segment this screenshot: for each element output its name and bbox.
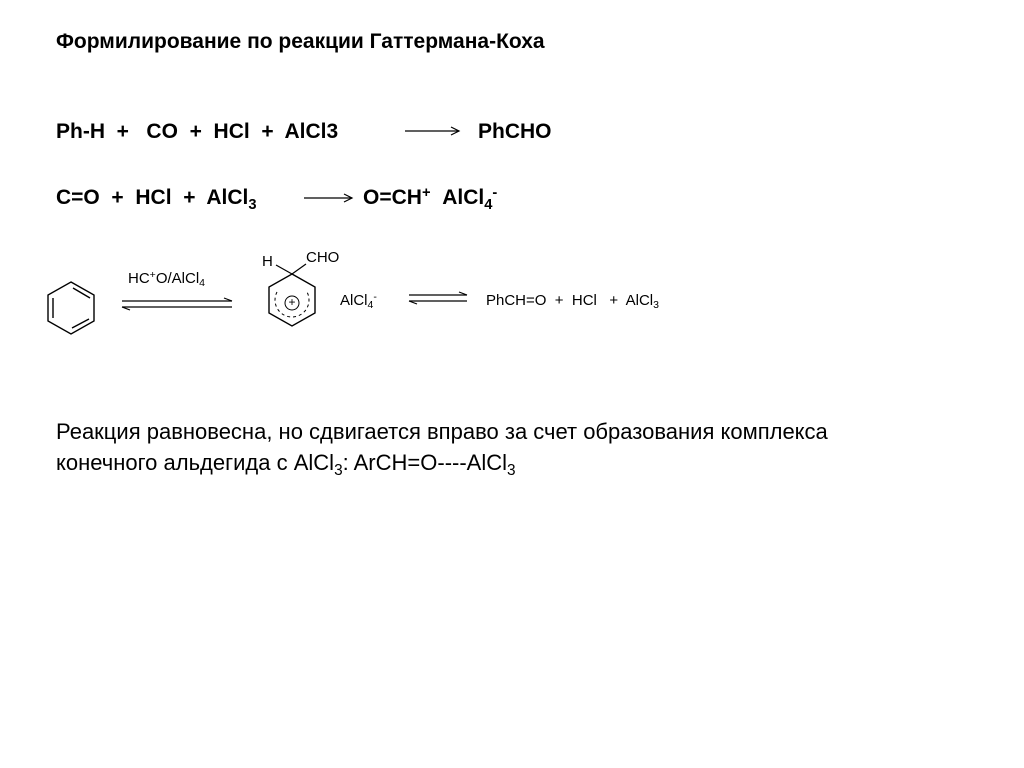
scheme-products-text: PhCH=O + HCl + AlCl xyxy=(486,292,654,309)
equation-1-reactants: Ph-H + CO + HCl + AlCl3 xyxy=(56,120,339,143)
positive-charge: + xyxy=(288,295,296,309)
counterion-charge: - xyxy=(373,290,377,303)
counterion-alcl: AlCl xyxy=(340,292,368,309)
note-line-1: Реакция равновесна, но сдвигается вправо за счет образования комплекса xyxy=(56,419,828,444)
formyl-cation-charge: + xyxy=(421,184,431,201)
equation-1-arrow xyxy=(405,124,461,138)
counterion-label xyxy=(340,290,377,312)
sigma-complex-h: H xyxy=(262,253,273,270)
scheme-products xyxy=(486,292,659,312)
note-line-2-sub-1: 3 xyxy=(334,461,343,479)
equation-2-reactants xyxy=(56,186,257,213)
equation-1 xyxy=(56,120,338,144)
reagent-charge: + xyxy=(149,268,156,281)
reagent-o-alcl: O/AlCl xyxy=(155,270,200,287)
sigma-complex-cho: CHO xyxy=(306,249,340,266)
slide-title: Формилирование по реакции Гаттермана-Коха xyxy=(56,30,545,53)
equation-2-arrow xyxy=(304,191,354,205)
equilibrium-arrow-1 xyxy=(120,297,235,313)
equilibrium-note xyxy=(56,416,828,481)
equation-2-reactants-subscript: 3 xyxy=(248,196,257,213)
equilibrium-arrow-2 xyxy=(407,291,471,307)
tetrachloroaluminate-charge: - xyxy=(492,184,498,201)
note-line-2-text-b: : ArCH=O----AlCl xyxy=(342,450,508,475)
equation-2-products xyxy=(363,184,498,213)
reagent-subscript: 4 xyxy=(199,277,205,290)
note-line-2-text-a: конечного альдегида с AlCl xyxy=(56,450,335,475)
formyl-cation: O=CH xyxy=(363,186,422,209)
tetrachloroaluminate: AlCl xyxy=(442,186,485,209)
equation-2-reactants-text: C=O + HCl + AlCl xyxy=(56,186,249,209)
tetrachloroaluminate-subscript: 4 xyxy=(484,196,493,213)
reagent-hc: HC xyxy=(128,270,150,287)
note-line-2 xyxy=(56,447,828,481)
counterion-subscript: 4 xyxy=(367,299,374,312)
reagent-label xyxy=(128,268,205,290)
equation-1-product: PhCHO xyxy=(478,120,552,143)
benzene-ring-structure xyxy=(46,280,98,338)
note-line-2-sub-2: 3 xyxy=(507,461,516,479)
scheme-products-subscript: 3 xyxy=(653,299,659,312)
